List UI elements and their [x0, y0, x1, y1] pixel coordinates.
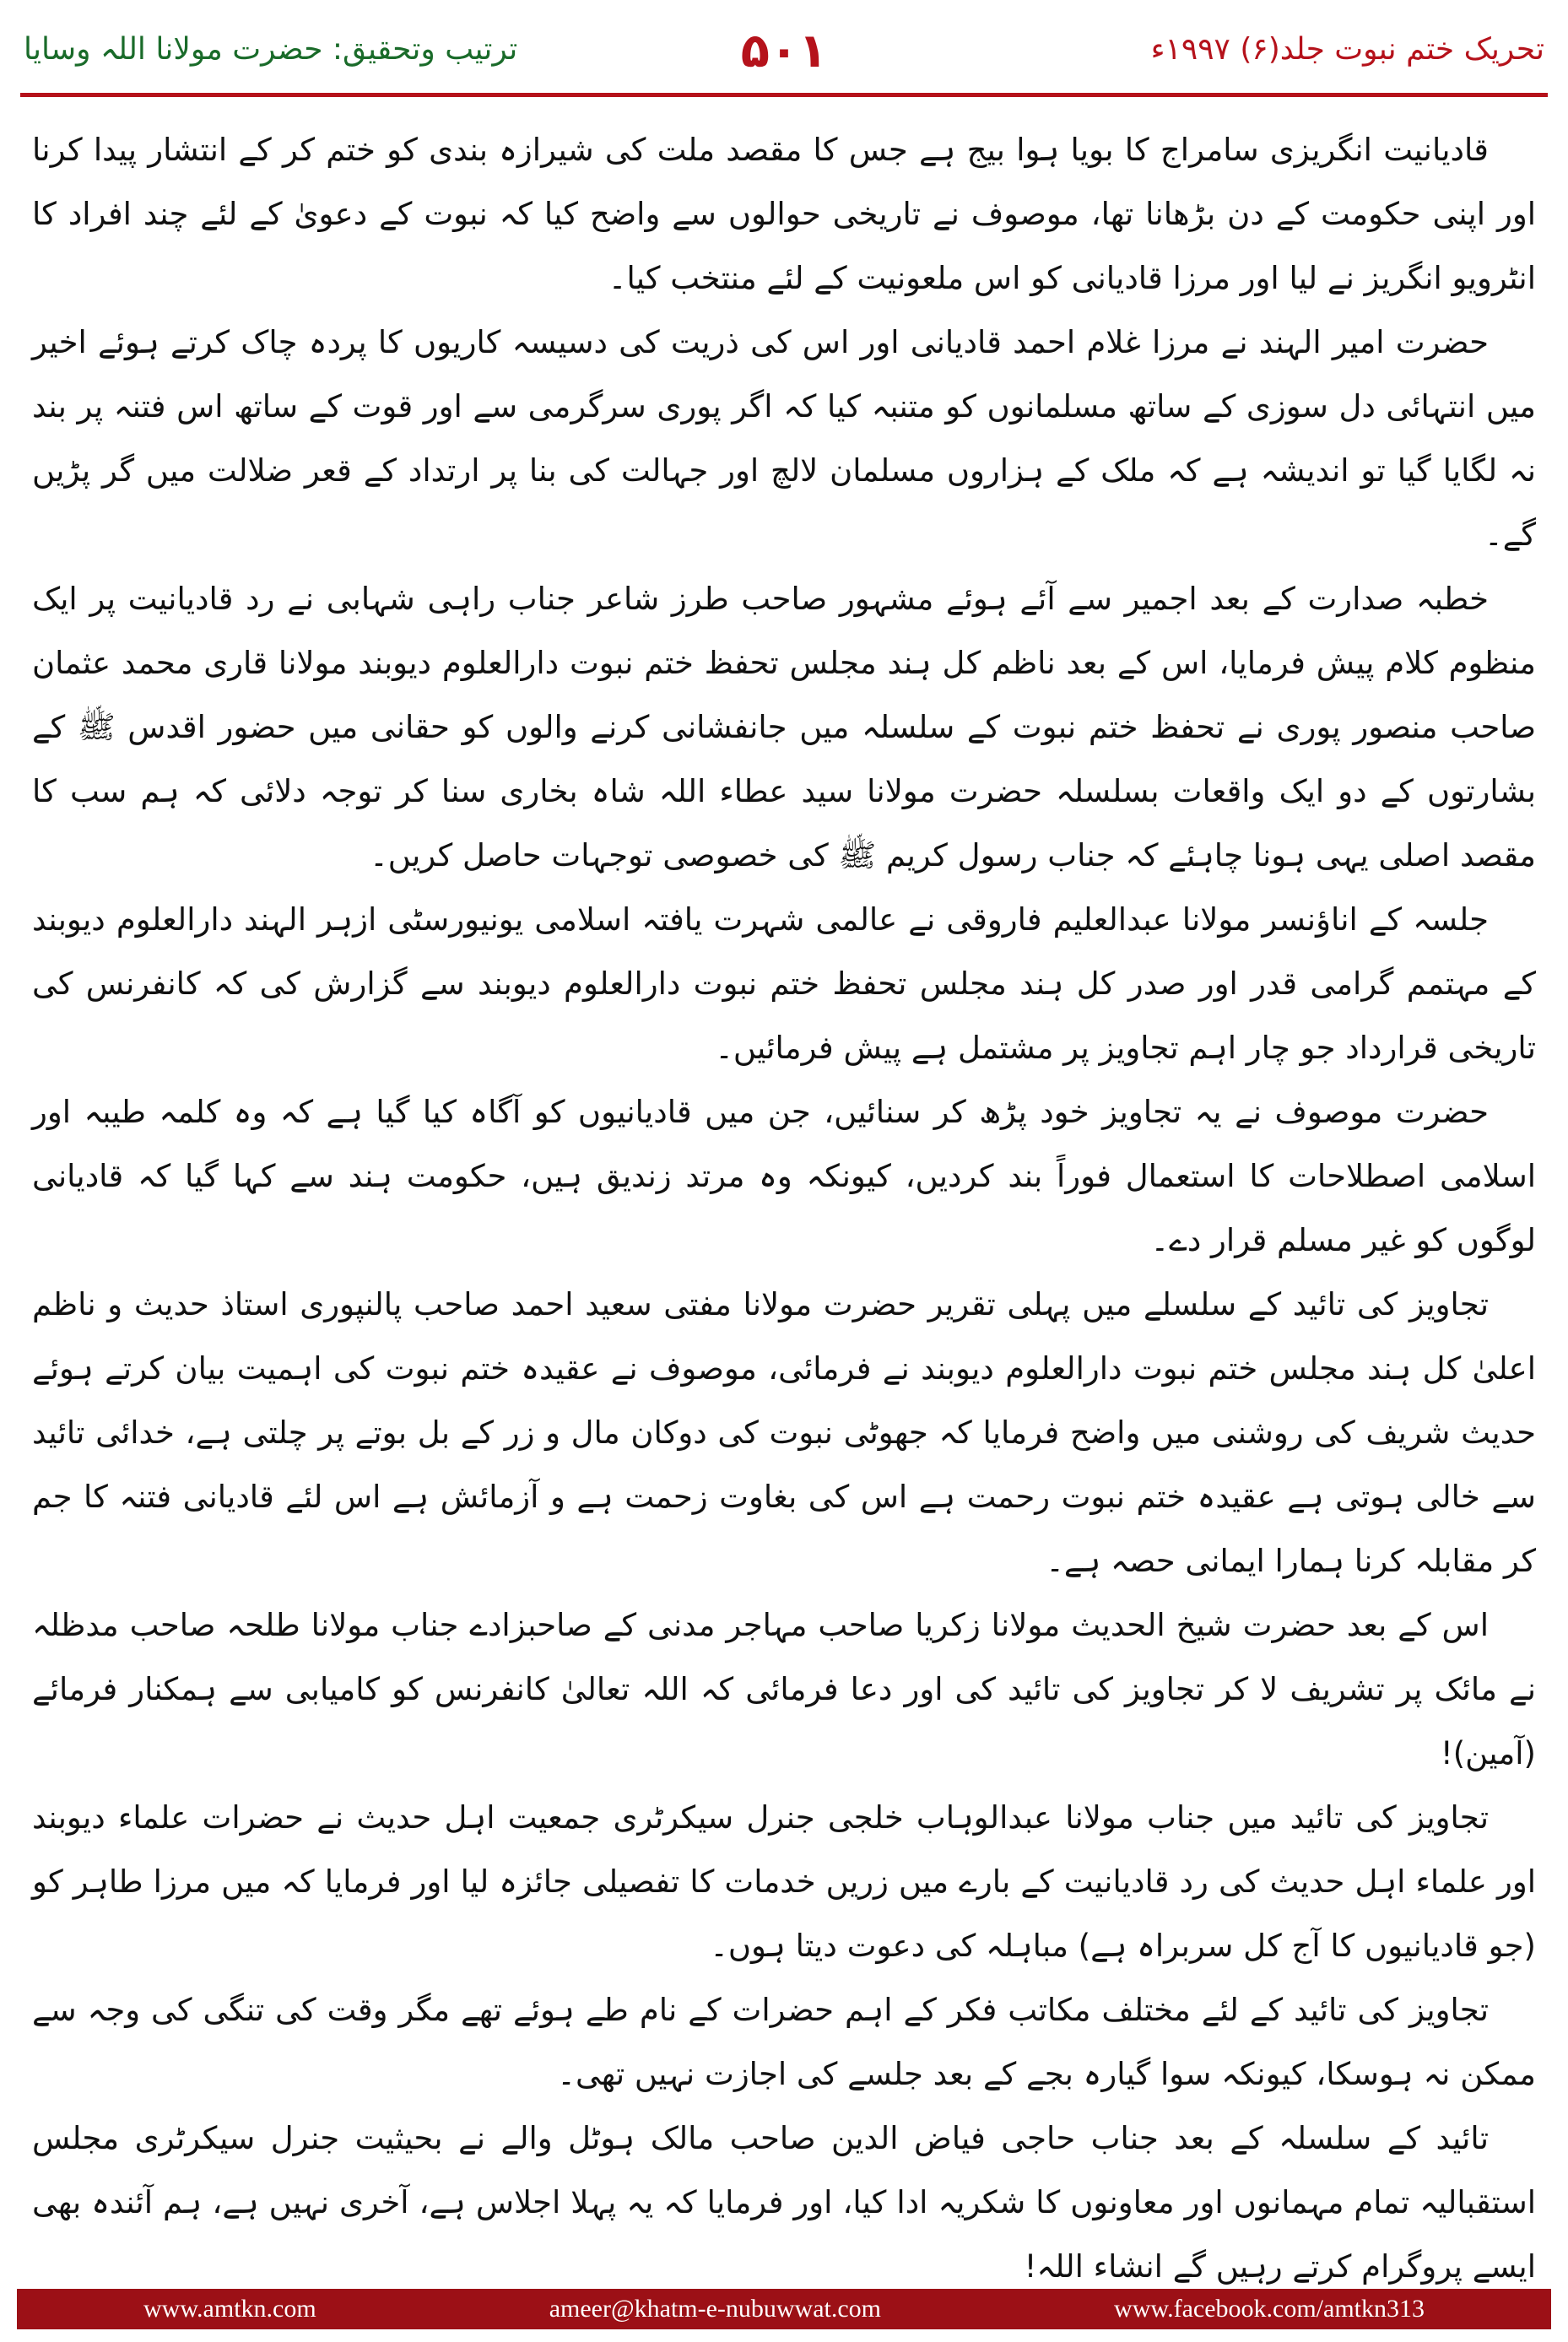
- page-footer: [17, 2289, 1551, 2329]
- email-link[interactable]: ameer@khatm-e-nubuwwat.com: [549, 2295, 882, 2323]
- paragraph: تجاویز کی تائید کے لئے مختلف مکاتب فکر کے اہم حضرات کے نام طے ہوئے تھے مگر وقت کی تنگی کی وجہ سے ممکن نہ ہوسکا، کیونکہ سوا گیارہ بجے کے بعد جلسے کی اجازت نہیں تھی۔: [32, 1992, 1536, 2092]
- header-divider: [20, 93, 1548, 97]
- paragraph: اس کے بعد حضرت شیخ الحدیث مولانا زکریا صاحب مہاجر مدنی کے صاحبزادے جناب مولانا طلحہ صاحب مدظلہ نے مائک پر تشریف لا کر تجاویز کی تائید کی اور دعا فرمائی کہ اللہ تعالیٰ کانفرنس کو کامیابی سے ہمکنار فرمائے (آمین)!: [32, 1607, 1536, 1771]
- website-link[interactable]: www.amtkn.com: [143, 2295, 316, 2323]
- article-body: [32, 118, 1536, 2299]
- page-number: ۵۰۱: [740, 24, 828, 78]
- paragraph: خطبہ صدارت کے بعد اجمیر سے آئے ہوئے مشہور صاحب طرز شاعر جناب راہی شہابی نے رد قادیانیت پر ایک منظوم کلام پیش فرمایا، اس کے بعد ناظم کل ہند مجلس تحفظ ختم نبوت دارالعلوم دیوبند مولانا قاری محمد عثمان صاحب منصور پوری نے تحفظ ختم نبوت کے سلسلہ میں جانفشانی کرنے والوں کو حقانی میں حضور اقدس ﷺ کے بشارتوں کے دو ایک واقعات بسلسلہ حضرت مولانا سید عطاء اللہ شاہ بخاری سنا کر توجہ دلائی کہ ہم سب کا مقصد اصلی یہی ہونا چاہئے کہ جناب رسول کریم ﷺ کی خصوصی توجہات حاصل کریں۔: [32, 581, 1536, 874]
- compiler-credit: ترتیب وتحقیق: حضرت مولانا اللہ وسایا: [24, 32, 518, 67]
- book-title: تحریک ختم نبوت جلد(۶) ۱۹۹۷ء: [1150, 32, 1544, 67]
- paragraph: تائید کے سلسلہ کے بعد جناب حاجی فیاض الدین صاحب مالک ہوٹل والے نے بحیثیت جنرل سیکرٹری مجلس استقبالیہ تمام مہمانوں اور معاونوں کا شکریہ ادا کیا، اور فرمایا کہ یہ پہلا اجلاس ہے، آخری نہیں ہے، ہم آئندہ بھی ایسے پروگرام کرتے رہیں گے انشاء اللہ!: [32, 2120, 1536, 2285]
- facebook-link[interactable]: www.facebook.com/amtkn313: [1114, 2295, 1425, 2323]
- paragraph: حضرت امیر الہند نے مرزا غلام احمد قادیانی اور اس کی ذریت کی دسیسہ کاریوں کا پردہ چاک کرتے ہوئے اخیر میں انتہائی دل سوزی کے ساتھ مسلمانوں کو متنبہ کیا کہ اگر پوری سرگرمی سے اور قوت کے ساتھ اس فتنہ پر بند نہ لگایا گیا تو اندیشہ ہے کہ ملک کے ہزاروں مسلمان لالچ اور جہالت کی بنا پر ارتداد کے قعر ضلالت میں گر پڑیں گے۔: [32, 324, 1536, 553]
- paragraph: تجاویز کی تائید میں جناب مولانا عبدالوہاب خلجی جنرل سیکرٹری جمعیت اہل حدیث نے حضرات علماء دیوبند اور علماء اہل حدیث کی رد قادیانیت کے بارے میں زریں خدمات کا تفصیلی جائزہ لیا اور فرمایا کہ میں مرزا طاہر کو (جو قادیانیوں کا آج کل سربراہ ہے) مباہلہ کی دعوت دیتا ہوں۔: [32, 1799, 1536, 1964]
- paragraph: جلسہ کے اناؤنسر مولانا عبدالعلیم فاروقی نے عالمی شہرت یافتہ اسلامی یونیورسٹی ازہر الہند دارالعلوم دیوبند کے مہتمم گرامی قدر اور صدر کل ہند مجلس تحفظ ختم نبوت دارالعلوم دیوبند سے گزارش کی کہ کانفرنس کی تاریخی قرارداد جو چار اہم تجاویز پر مشتمل ہے پیش فرمائیں۔: [32, 901, 1536, 1066]
- paragraph: تجاویز کی تائید کے سلسلے میں پہلی تقریر حضرت مولانا مفتی سعید احمد صاحب پالنپوری استاذ حدیث و ناظم اعلیٰ کل ہند مجلس ختم نبوت دارالعلوم دیوبند نے فرمائی، موصوف نے عقیدہ ختم نبوت کی اہمیت بیان کرتے ہوئے حدیث شریف کی روشنی میں واضح فرمایا کہ جھوٹی نبوت کی دوکان مال و زر کے بل بوتے پر چلتی ہے، خدائی تائید سے خالی ہوتی ہے عقیدہ ختم نبوت رحمت ہے اس کی بغاوت زحمت ہے و آزمائش ہے اس لئے قادیانی فتنہ کا جم کر مقابلہ کرنا ہمارا ایمانی حصہ ہے۔: [32, 1286, 1536, 1579]
- paragraph: قادیانیت انگریزی سامراج کا بویا ہوا بیج ہے جس کا مقصد ملت کی شیرازہ بندی کو ختم کر کے انتشار پیدا کرنا اور اپنی حکومت کے دن بڑھانا تھا، موصوف نے تاریخی حوالوں سے واضح کیا کہ نبوت کے دعویٰ کے لئے چند افراد کا انٹرویو انگریز نے لیا اور مرزا قادیانی کو اس ملعونیت کے لئے منتخب کیا۔: [32, 132, 1536, 296]
- paragraph: حضرت موصوف نے یہ تجاویز خود پڑھ کر سنائیں، جن میں قادیانیوں کو آگاہ کیا گیا ہے کہ وہ کلمہ طیبہ اور اسلامی اصطلاحات کا استعمال فوراً بند کردیں، کیونکہ وہ مرتد زندیق ہیں، حکومت ہند سے کہا گیا کہ قادیانی لوگوں کو غیر مسلم قرار دے۔: [32, 1094, 1536, 1258]
